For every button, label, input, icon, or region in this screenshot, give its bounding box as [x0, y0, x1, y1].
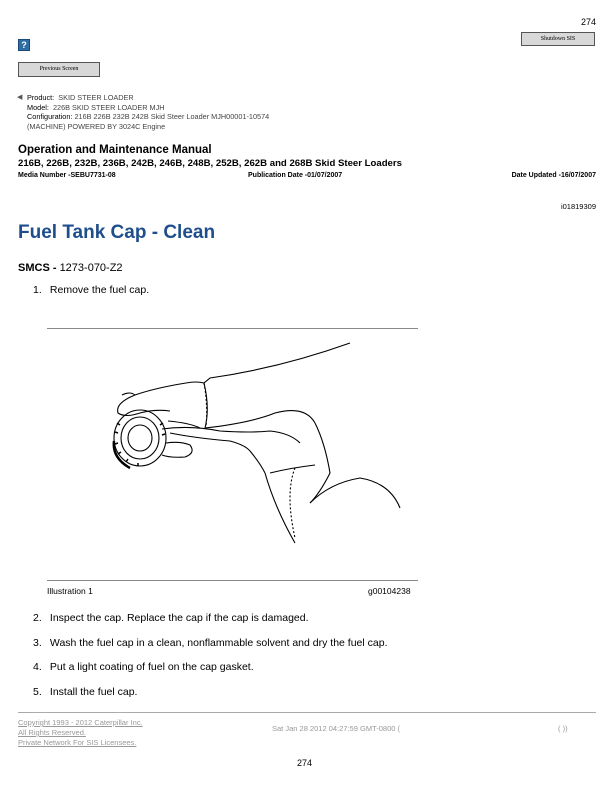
step-text: Put a light coating of fuel on the cap gasket. — [49, 661, 254, 673]
manual-title: Operation and Maintenance Manual — [18, 144, 212, 156]
model-value: 226B SKID STEER LOADER MJH — [52, 102, 165, 112]
step-item — [33, 637, 387, 649]
footer-divider — [18, 712, 596, 713]
manual-subtitle: 216B, 226B, 232B, 236B, 242B, 246B, 248B, 252B, 262B and 268B Skid Steer Loaders — [18, 158, 402, 169]
step-text: Inspect the cap. Replace the cap if the cap is damaged. — [49, 612, 309, 624]
step-number: 1. — [33, 284, 42, 296]
footer-paren: ( )) — [558, 724, 568, 733]
model-key: Model: — [27, 102, 49, 112]
footer-timestamp: Sat Jan 28 2012 04:27:59 GMT-0800 ( — [272, 724, 401, 733]
smcs-label: SMCS - — [18, 262, 57, 274]
config-key: Configuration: — [27, 112, 73, 121]
step-number: 3. — [33, 637, 42, 649]
product-key: Product: — [27, 93, 55, 102]
smcs-value: 1273-070-Z2 — [59, 262, 123, 274]
step-number: 2. — [33, 612, 42, 624]
page-number-top: 274 — [580, 17, 596, 27]
step-text: Install the fuel cap. — [49, 686, 138, 698]
step-item — [33, 686, 137, 698]
copyright-link[interactable]: Copyright 1993 - 2012 Caterpillar Inc. — [18, 718, 143, 727]
help-icon[interactable]: ? — [18, 39, 30, 51]
date-updated: Date Updated -16/07/2007 — [511, 172, 596, 179]
previous-screen-button[interactable]: Previous Screen — [18, 62, 100, 77]
illustration-top-rule — [47, 328, 418, 329]
document-id: i01819309 — [560, 202, 596, 211]
illustration-bottom-rule — [47, 580, 418, 581]
product-info — [27, 93, 269, 131]
step-item — [33, 284, 149, 296]
back-arrow-icon[interactable]: ◀ — [17, 94, 23, 101]
illustration-label: Illustration 1 — [47, 586, 93, 596]
step-number: 5. — [33, 686, 42, 698]
publication-date: Publication Date -01/07/2007 — [248, 172, 343, 179]
step-item — [33, 612, 309, 624]
step-number: 4. — [33, 661, 42, 673]
illustration-code: g00104238 — [368, 586, 411, 596]
smcs-code — [18, 262, 123, 274]
config-value-line2: (MACHINE) POWERED BY 3024C Engine — [27, 121, 166, 131]
network-link[interactable]: Private Network For SIS Licensees. — [18, 738, 137, 747]
config-value: 216B 226B 232B 242B Skid Steer Loader MJH00001-10574 — [74, 112, 270, 121]
product-value: SKID STEER LOADER — [58, 93, 134, 102]
rights-link[interactable]: All Rights Reserved. — [18, 728, 86, 737]
fuel-cap-hand-illustration — [100, 333, 420, 573]
page-title: Fuel Tank Cap - Clean — [18, 222, 216, 243]
shutdown-sis-button[interactable]: Shutdown SIS — [521, 32, 595, 46]
media-number: Media Number -SEBU7731-08 — [18, 172, 116, 179]
page-number-bottom: 274 — [297, 758, 313, 768]
footer-links — [18, 718, 143, 748]
step-item — [33, 661, 254, 673]
step-text: Remove the fuel cap. — [49, 284, 150, 296]
step-text: Wash the fuel cap in a clean, nonflammable solvent and dry the fuel cap. — [49, 637, 388, 649]
